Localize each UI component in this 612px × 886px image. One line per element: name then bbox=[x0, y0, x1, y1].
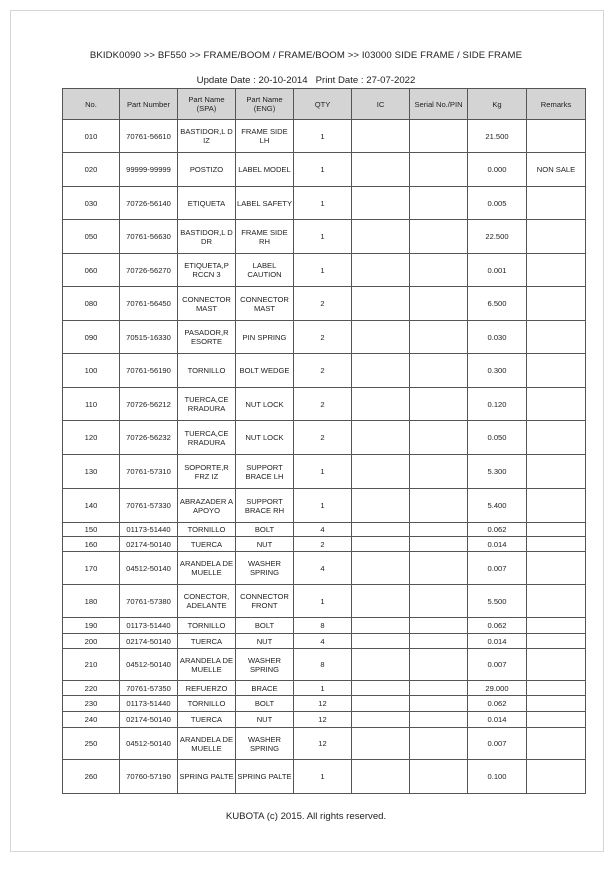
cell-serial bbox=[410, 681, 468, 696]
cell-kg: 6.500 bbox=[468, 287, 527, 321]
cell-no: 110 bbox=[63, 388, 120, 421]
cell-qty: 1 bbox=[294, 489, 352, 523]
cell-serial bbox=[410, 523, 468, 537]
cell-name-spa: PASADOR,R ESORTE bbox=[178, 321, 236, 354]
cell-remarks: NON SALE bbox=[527, 153, 586, 187]
cell-qty: 1 bbox=[294, 455, 352, 489]
cell-serial bbox=[410, 634, 468, 649]
cell-name-eng: WASHER SPRING bbox=[236, 649, 294, 681]
cell-name-spa: CONECTOR, ADELANTE bbox=[178, 585, 236, 618]
cell-remarks bbox=[527, 321, 586, 354]
table-row bbox=[63, 187, 586, 220]
cell-name-eng: WASHER SPRING bbox=[236, 728, 294, 760]
cell-name-eng: CONNECTOR MAST bbox=[236, 287, 294, 321]
table-row bbox=[63, 321, 586, 354]
cell-name-spa: ARANDELA DE MUELLE bbox=[178, 552, 236, 585]
cell-part-number: 04512-50140 bbox=[120, 728, 178, 760]
cell-no: 150 bbox=[63, 523, 120, 537]
cell-part-number: 04512-50140 bbox=[120, 552, 178, 585]
column-header: Part Number bbox=[120, 89, 178, 120]
cell-name-spa: ARANDELA DE MUELLE bbox=[178, 728, 236, 760]
cell-remarks bbox=[527, 537, 586, 552]
cell-ic bbox=[352, 220, 410, 254]
cell-serial bbox=[410, 585, 468, 618]
print-date: Print Date : 27-07-2022 bbox=[315, 75, 416, 86]
date-line bbox=[0, 75, 612, 86]
cell-part-number: 70726-56270 bbox=[120, 254, 178, 287]
cell-ic bbox=[352, 489, 410, 523]
cell-name-spa: TUERCA,CE RRADURA bbox=[178, 421, 236, 455]
cell-ic bbox=[352, 585, 410, 618]
cell-name-eng: PIN SPRING bbox=[236, 321, 294, 354]
cell-part-number: 70761-56190 bbox=[120, 354, 178, 388]
cell-serial bbox=[410, 760, 468, 794]
cell-ic bbox=[352, 537, 410, 552]
cell-name-spa: TORNILLO bbox=[178, 523, 236, 537]
cell-qty: 2 bbox=[294, 287, 352, 321]
cell-part-number: 01173-51440 bbox=[120, 696, 178, 712]
cell-ic bbox=[352, 728, 410, 760]
cell-name-spa: TUERCA bbox=[178, 537, 236, 552]
cell-no: 080 bbox=[63, 287, 120, 321]
cell-qty: 12 bbox=[294, 696, 352, 712]
table-row bbox=[63, 696, 586, 712]
column-header: IC bbox=[352, 89, 410, 120]
cell-qty: 1 bbox=[294, 681, 352, 696]
cell-qty: 1 bbox=[294, 187, 352, 220]
cell-name-eng: CONNECTOR FRONT bbox=[236, 585, 294, 618]
breadcrumb: BKIDK0090 >> BF550 >> FRAME/BOOM / FRAME/BOOM >> I03000 SIDE FRAME / SIDE FRAME bbox=[89, 50, 523, 61]
cell-no: 120 bbox=[63, 421, 120, 455]
cell-name-eng: BRACE bbox=[236, 681, 294, 696]
cell-kg: 0.030 bbox=[468, 321, 527, 354]
cell-qty: 8 bbox=[294, 649, 352, 681]
cell-serial bbox=[410, 354, 468, 388]
cell-remarks bbox=[527, 634, 586, 649]
cell-kg: 0.007 bbox=[468, 649, 527, 681]
cell-qty: 2 bbox=[294, 421, 352, 455]
cell-ic bbox=[352, 321, 410, 354]
cell-kg: 0.050 bbox=[468, 421, 527, 455]
cell-kg: 29.000 bbox=[468, 681, 527, 696]
cell-ic bbox=[352, 696, 410, 712]
cell-name-eng: WASHER SPRING bbox=[236, 552, 294, 585]
cell-name-spa: TUERCA bbox=[178, 712, 236, 728]
cell-name-spa: CONNECTOR MAST bbox=[178, 287, 236, 321]
cell-serial bbox=[410, 489, 468, 523]
cell-no: 230 bbox=[63, 696, 120, 712]
update-date: Update Date : 20-10-2014 bbox=[196, 75, 308, 86]
cell-part-number: 70726-56212 bbox=[120, 388, 178, 421]
cell-serial bbox=[410, 388, 468, 421]
cell-remarks bbox=[527, 421, 586, 455]
table-row bbox=[63, 388, 586, 421]
cell-kg: 21.500 bbox=[468, 120, 527, 153]
cell-name-eng: LABEL SAFETY bbox=[236, 187, 294, 220]
cell-remarks bbox=[527, 120, 586, 153]
cell-qty: 1 bbox=[294, 585, 352, 618]
cell-name-eng: BOLT bbox=[236, 618, 294, 634]
cell-no: 100 bbox=[63, 354, 120, 388]
cell-no: 130 bbox=[63, 455, 120, 489]
cell-qty: 1 bbox=[294, 220, 352, 254]
cell-name-spa: TORNILLO bbox=[178, 354, 236, 388]
column-header: Part Name (ENG) bbox=[236, 89, 294, 120]
cell-qty: 2 bbox=[294, 537, 352, 552]
cell-qty: 2 bbox=[294, 321, 352, 354]
cell-name-spa: ARANDELA DE MUELLE bbox=[178, 649, 236, 681]
cell-kg: 0.100 bbox=[468, 760, 527, 794]
cell-qty: 4 bbox=[294, 634, 352, 649]
cell-no: 020 bbox=[63, 153, 120, 187]
cell-name-eng: SUPPORT BRACE LH bbox=[236, 455, 294, 489]
cell-remarks bbox=[527, 489, 586, 523]
cell-serial bbox=[410, 618, 468, 634]
table-row bbox=[63, 712, 586, 728]
cell-no: 010 bbox=[63, 120, 120, 153]
cell-remarks bbox=[527, 523, 586, 537]
column-header: Serial No./PIN bbox=[410, 89, 468, 120]
cell-serial bbox=[410, 153, 468, 187]
cell-kg: 0.062 bbox=[468, 618, 527, 634]
cell-qty: 12 bbox=[294, 712, 352, 728]
cell-name-spa: BASTIDOR,L D DR bbox=[178, 220, 236, 254]
cell-name-spa: TORNILLO bbox=[178, 696, 236, 712]
table-row bbox=[63, 254, 586, 287]
table-row bbox=[63, 681, 586, 696]
cell-ic bbox=[352, 421, 410, 455]
table-row bbox=[63, 455, 586, 489]
cell-name-eng: LABEL MODEL bbox=[236, 153, 294, 187]
cell-ic bbox=[352, 712, 410, 728]
cell-serial bbox=[410, 287, 468, 321]
cell-name-eng: NUT bbox=[236, 712, 294, 728]
cell-no: 220 bbox=[63, 681, 120, 696]
table-row bbox=[63, 649, 586, 681]
cell-qty: 1 bbox=[294, 153, 352, 187]
cell-serial bbox=[410, 728, 468, 760]
cell-kg: 0.300 bbox=[468, 354, 527, 388]
cell-kg: 0.062 bbox=[468, 696, 527, 712]
table-row bbox=[63, 552, 586, 585]
cell-remarks bbox=[527, 254, 586, 287]
cell-no: 180 bbox=[63, 585, 120, 618]
cell-part-number: 04512-50140 bbox=[120, 649, 178, 681]
table-row bbox=[63, 728, 586, 760]
cell-name-eng: NUT LOCK bbox=[236, 421, 294, 455]
cell-remarks bbox=[527, 760, 586, 794]
cell-kg: 5.300 bbox=[468, 455, 527, 489]
cell-name-eng: NUT LOCK bbox=[236, 388, 294, 421]
cell-no: 160 bbox=[63, 537, 120, 552]
cell-remarks bbox=[527, 649, 586, 681]
cell-remarks bbox=[527, 354, 586, 388]
cell-no: 140 bbox=[63, 489, 120, 523]
cell-remarks bbox=[527, 681, 586, 696]
cell-name-eng: NUT bbox=[236, 537, 294, 552]
cell-name-spa: ETIQUETA bbox=[178, 187, 236, 220]
cell-remarks bbox=[527, 618, 586, 634]
cell-ic bbox=[352, 618, 410, 634]
cell-kg: 5.400 bbox=[468, 489, 527, 523]
cell-kg: 0.062 bbox=[468, 523, 527, 537]
cell-serial bbox=[410, 187, 468, 220]
cell-part-number: 70761-57380 bbox=[120, 585, 178, 618]
cell-no: 060 bbox=[63, 254, 120, 287]
cell-qty: 1 bbox=[294, 120, 352, 153]
cell-qty: 12 bbox=[294, 728, 352, 760]
cell-name-spa: TUERCA bbox=[178, 634, 236, 649]
cell-serial bbox=[410, 220, 468, 254]
cell-serial bbox=[410, 421, 468, 455]
cell-part-number: 70761-57330 bbox=[120, 489, 178, 523]
table-row bbox=[63, 220, 586, 254]
table-row bbox=[63, 760, 586, 794]
cell-part-number: 02174-50140 bbox=[120, 712, 178, 728]
cell-name-spa: REFUERZO bbox=[178, 681, 236, 696]
cell-part-number: 70760-57190 bbox=[120, 760, 178, 794]
cell-part-number: 70515-16330 bbox=[120, 321, 178, 354]
table-row bbox=[63, 354, 586, 388]
cell-no: 030 bbox=[63, 187, 120, 220]
cell-ic bbox=[352, 760, 410, 794]
column-header: QTY bbox=[294, 89, 352, 120]
cell-remarks bbox=[527, 728, 586, 760]
cell-kg: 0.005 bbox=[468, 187, 527, 220]
cell-qty: 1 bbox=[294, 254, 352, 287]
cell-part-number: 01173-51440 bbox=[120, 523, 178, 537]
cell-part-number: 70761-56610 bbox=[120, 120, 178, 153]
table-row bbox=[63, 618, 586, 634]
cell-part-number: 02174-50140 bbox=[120, 634, 178, 649]
cell-ic bbox=[352, 681, 410, 696]
cell-remarks bbox=[527, 220, 586, 254]
cell-ic bbox=[352, 120, 410, 153]
cell-remarks bbox=[527, 585, 586, 618]
cell-remarks bbox=[527, 187, 586, 220]
cell-part-number: 02174-50140 bbox=[120, 537, 178, 552]
cell-qty: 4 bbox=[294, 552, 352, 585]
cell-serial bbox=[410, 321, 468, 354]
cell-serial bbox=[410, 455, 468, 489]
cell-name-spa: ETIQUETA,P RCCN 3 bbox=[178, 254, 236, 287]
cell-serial bbox=[410, 552, 468, 585]
table-row bbox=[63, 585, 586, 618]
cell-ic bbox=[352, 153, 410, 187]
cell-part-number: 70761-57350 bbox=[120, 681, 178, 696]
cell-name-spa: TORNILLO bbox=[178, 618, 236, 634]
cell-part-number: 99999-99999 bbox=[120, 153, 178, 187]
cell-kg: 0.001 bbox=[468, 254, 527, 287]
cell-serial bbox=[410, 120, 468, 153]
cell-name-eng: BOLT bbox=[236, 696, 294, 712]
cell-remarks bbox=[527, 455, 586, 489]
cell-ic bbox=[352, 354, 410, 388]
cell-ic bbox=[352, 287, 410, 321]
cell-no: 250 bbox=[63, 728, 120, 760]
cell-remarks bbox=[527, 712, 586, 728]
cell-name-eng: FRAME SIDE RH bbox=[236, 220, 294, 254]
cell-name-spa: POSTIZO bbox=[178, 153, 236, 187]
table-row bbox=[63, 523, 586, 537]
cell-ic bbox=[352, 634, 410, 649]
cell-kg: 0.014 bbox=[468, 634, 527, 649]
cell-name-eng: BOLT bbox=[236, 523, 294, 537]
column-header: Kg bbox=[468, 89, 527, 120]
cell-ic bbox=[352, 649, 410, 681]
cell-qty: 4 bbox=[294, 523, 352, 537]
cell-kg: 0.120 bbox=[468, 388, 527, 421]
cell-qty: 1 bbox=[294, 760, 352, 794]
cell-no: 090 bbox=[63, 321, 120, 354]
cell-part-number: 70761-57310 bbox=[120, 455, 178, 489]
cell-ic bbox=[352, 254, 410, 287]
table-row bbox=[63, 537, 586, 552]
cell-kg: 22.500 bbox=[468, 220, 527, 254]
cell-no: 200 bbox=[63, 634, 120, 649]
cell-kg: 0.007 bbox=[468, 728, 527, 760]
cell-remarks bbox=[527, 287, 586, 321]
table-row bbox=[63, 120, 586, 153]
cell-part-number: 70761-56450 bbox=[120, 287, 178, 321]
cell-name-spa: TUERCA,CE RRADURA bbox=[178, 388, 236, 421]
cell-no: 210 bbox=[63, 649, 120, 681]
cell-kg: 0.014 bbox=[468, 712, 527, 728]
parts-table bbox=[62, 88, 586, 794]
cell-ic bbox=[352, 187, 410, 220]
table-row bbox=[63, 634, 586, 649]
table-header-row bbox=[63, 89, 586, 120]
cell-remarks bbox=[527, 552, 586, 585]
cell-part-number: 70761-56630 bbox=[120, 220, 178, 254]
cell-remarks bbox=[527, 388, 586, 421]
table-row bbox=[63, 287, 586, 321]
cell-no: 190 bbox=[63, 618, 120, 634]
cell-no: 240 bbox=[63, 712, 120, 728]
cell-name-eng: NUT bbox=[236, 634, 294, 649]
copyright-footer: KUBOTA (c) 2015. All rights reserved. bbox=[225, 811, 387, 822]
cell-name-eng: SPRING PALTE bbox=[236, 760, 294, 794]
cell-serial bbox=[410, 254, 468, 287]
column-header: No. bbox=[63, 89, 120, 120]
cell-name-spa: ABRAZADER A APOYO bbox=[178, 489, 236, 523]
cell-kg: 0.007 bbox=[468, 552, 527, 585]
cell-serial bbox=[410, 537, 468, 552]
table-row bbox=[63, 489, 586, 523]
cell-kg: 0.000 bbox=[468, 153, 527, 187]
column-header: Part Name (SPA) bbox=[178, 89, 236, 120]
cell-no: 050 bbox=[63, 220, 120, 254]
cell-serial bbox=[410, 696, 468, 712]
cell-ic bbox=[352, 455, 410, 489]
cell-name-spa: SOPORTE,R FRZ IZ bbox=[178, 455, 236, 489]
cell-part-number: 70726-56140 bbox=[120, 187, 178, 220]
cell-ic bbox=[352, 388, 410, 421]
cell-kg: 0.014 bbox=[468, 537, 527, 552]
column-header: Remarks bbox=[527, 89, 586, 120]
cell-name-eng: SUPPORT BRACE RH bbox=[236, 489, 294, 523]
cell-name-spa: BASTIDOR,L D IZ bbox=[178, 120, 236, 153]
cell-name-eng: FRAME SIDE LH bbox=[236, 120, 294, 153]
cell-serial bbox=[410, 649, 468, 681]
cell-ic bbox=[352, 523, 410, 537]
cell-name-eng: BOLT WEDGE bbox=[236, 354, 294, 388]
cell-part-number: 70726-56232 bbox=[120, 421, 178, 455]
cell-kg: 5.500 bbox=[468, 585, 527, 618]
cell-qty: 2 bbox=[294, 388, 352, 421]
cell-ic bbox=[352, 552, 410, 585]
cell-qty: 8 bbox=[294, 618, 352, 634]
cell-serial bbox=[410, 712, 468, 728]
cell-name-spa: SPRING PALTE bbox=[178, 760, 236, 794]
cell-no: 170 bbox=[63, 552, 120, 585]
table-row bbox=[63, 153, 586, 187]
cell-name-eng: LABEL CAUTION bbox=[236, 254, 294, 287]
cell-part-number: 01173-51440 bbox=[120, 618, 178, 634]
cell-qty: 2 bbox=[294, 354, 352, 388]
table-row bbox=[63, 421, 586, 455]
cell-no: 260 bbox=[63, 760, 120, 794]
cell-remarks bbox=[527, 696, 586, 712]
